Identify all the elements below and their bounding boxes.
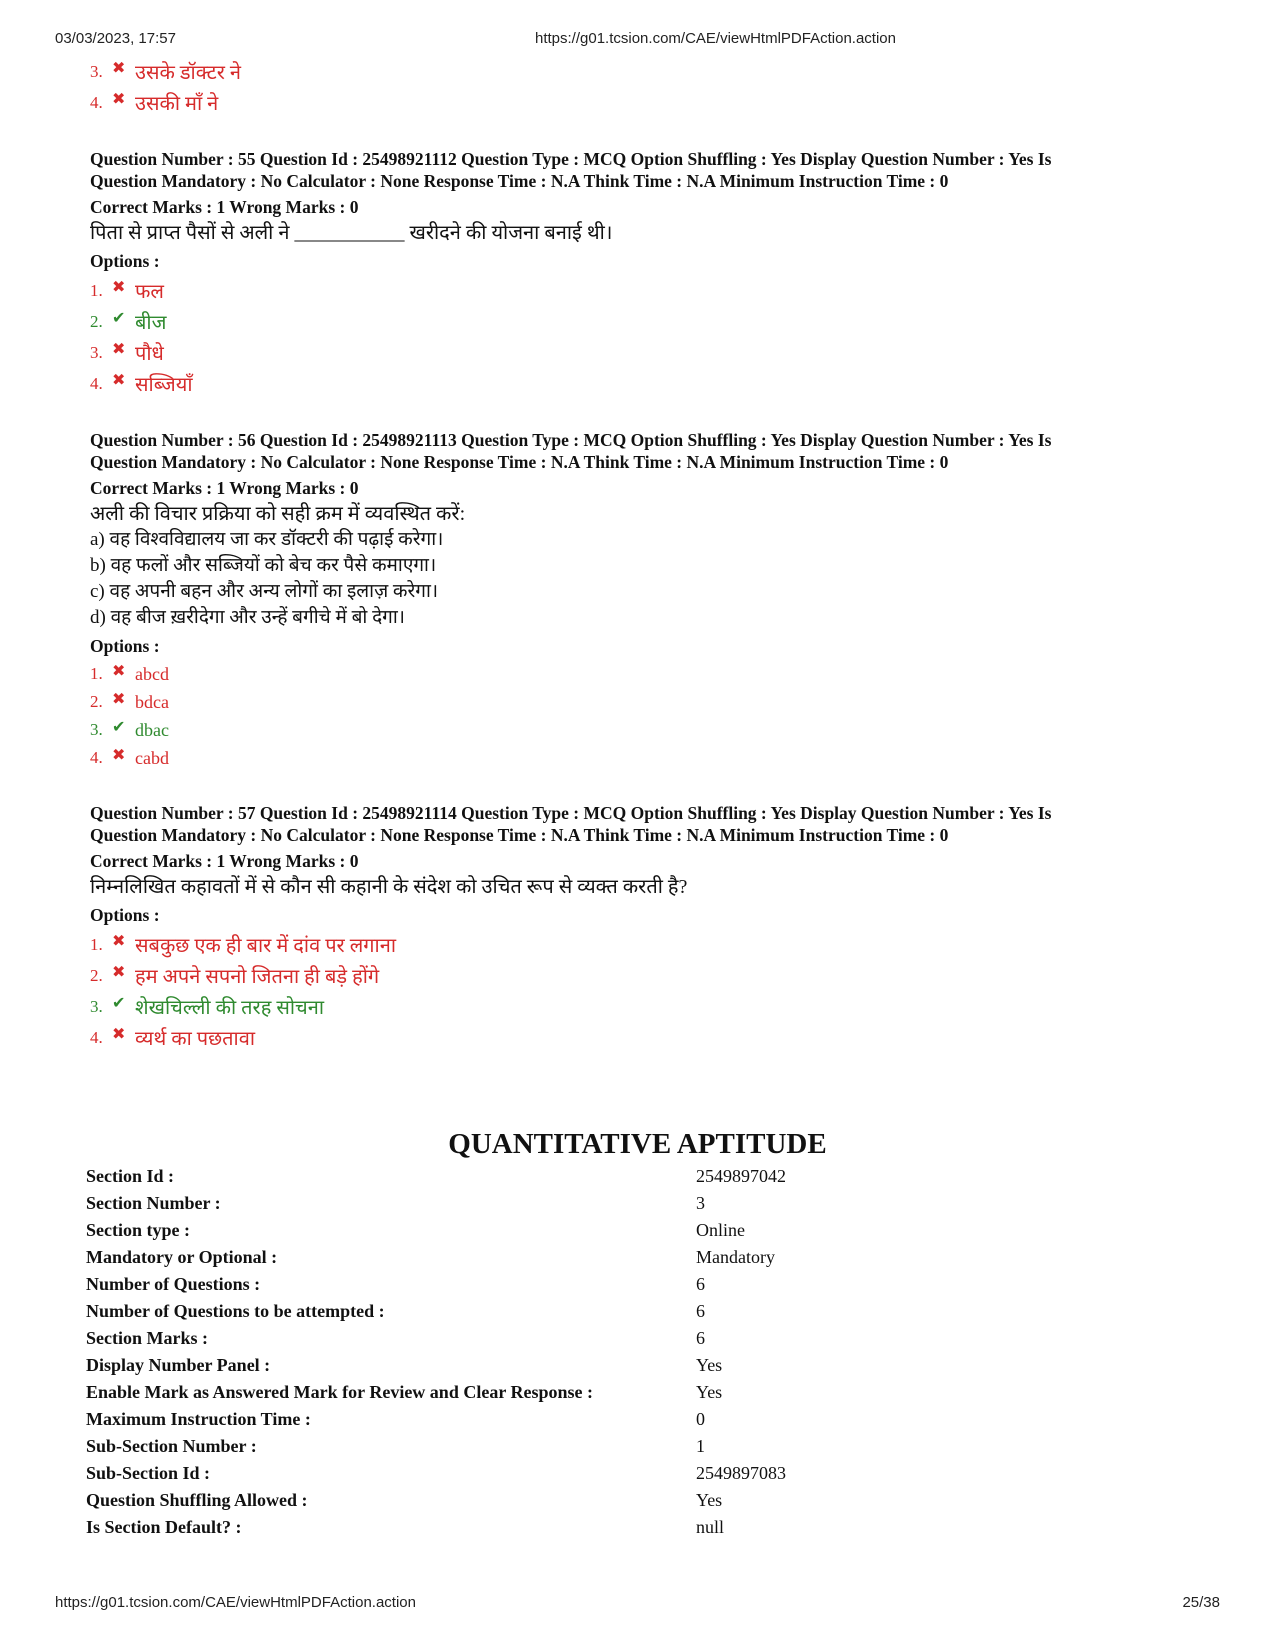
info-value: null bbox=[696, 1517, 725, 1537]
option-text: सब्जियाँ bbox=[135, 374, 193, 396]
option-number: 3. bbox=[90, 996, 103, 1016]
question-meta-line1: Question Number : 57 Question Id : 25498921114 Question Type : MCQ Option Shuffling : Yes Display Question Number : Yes Is bbox=[90, 803, 1052, 823]
option-correct bbox=[90, 991, 1200, 1022]
question-marks: Correct Marks : 1 Wrong Marks : 0 bbox=[90, 851, 359, 871]
info-value: 2549897042 bbox=[696, 1166, 786, 1186]
option-text: बीज bbox=[135, 312, 167, 334]
section-title: QUANTITATIVE APTITUDE bbox=[448, 1128, 827, 1160]
section-info-row bbox=[86, 1379, 1086, 1406]
option-number: 1. bbox=[90, 934, 103, 954]
option-number: 3. bbox=[90, 342, 103, 362]
cross-mark-icon: ✖ bbox=[112, 660, 126, 680]
check-mark-icon: ✔ bbox=[112, 993, 126, 1012]
info-key: Sub-Section Id : bbox=[86, 1463, 211, 1483]
section-info-row bbox=[86, 1433, 1086, 1460]
info-value: 6 bbox=[696, 1301, 705, 1321]
document-content bbox=[90, 56, 1200, 1053]
cross-mark-icon: ✖ bbox=[112, 277, 126, 296]
info-value: 6 bbox=[696, 1274, 705, 1294]
section-info-row bbox=[86, 1487, 1086, 1514]
question-text: पिता से प्राप्त पैसों से अली ने ___________ खरीदने की योजना बनाई थी। bbox=[90, 222, 613, 244]
question-meta-line2: Question Mandatory : No Calculator : None Response Time : N.A Think Time : N.A Minimum Instruction Time : 0 bbox=[90, 171, 949, 191]
section-info-row bbox=[86, 1298, 1086, 1325]
question-meta-line2: Question Mandatory : No Calculator : None Response Time : N.A Think Time : N.A Minimum Instruction Time : 0 bbox=[90, 825, 949, 845]
info-key: Section Id : bbox=[86, 1166, 175, 1186]
info-value: Yes bbox=[696, 1355, 723, 1375]
section-info-row bbox=[86, 1271, 1086, 1298]
option-text: abcd bbox=[135, 663, 169, 684]
option-number: 4. bbox=[90, 373, 103, 393]
info-key: Section Number : bbox=[86, 1193, 221, 1213]
question-56 bbox=[90, 429, 1200, 772]
option bbox=[90, 87, 1200, 118]
option-text: हम अपने सपनो जितना ही बड़े होंगे bbox=[135, 966, 380, 988]
option-number: 1. bbox=[90, 280, 103, 300]
info-value: 1 bbox=[696, 1436, 705, 1456]
check-mark-icon: ✔ bbox=[112, 716, 126, 736]
question-55 bbox=[90, 148, 1200, 399]
section-info-row bbox=[86, 1325, 1086, 1352]
option bbox=[90, 929, 1200, 960]
option-text: पौधे bbox=[135, 343, 164, 365]
question-text: अली की विचार प्रक्रिया को सही क्रम में व्यवस्थित करें: bbox=[90, 503, 466, 525]
question-meta-line2: Question Mandatory : No Calculator : None Response Time : N.A Think Time : N.A Minimum Instruction Time : 0 bbox=[90, 452, 949, 472]
info-key: Section type : bbox=[86, 1220, 190, 1240]
info-key: Maximum Instruction Time : bbox=[86, 1409, 311, 1429]
info-value: Yes bbox=[696, 1382, 723, 1402]
section-info-row bbox=[86, 1217, 1086, 1244]
option bbox=[90, 960, 1200, 991]
info-key: Sub-Section Number : bbox=[86, 1436, 257, 1456]
section-info-row bbox=[86, 1352, 1086, 1379]
question-meta-line1: Question Number : 56 Question Id : 25498921113 Question Type : MCQ Option Shuffling : Yes Display Question Number : Yes Is bbox=[90, 430, 1052, 450]
option-number: 4. bbox=[90, 92, 103, 112]
option-number: 4. bbox=[90, 1027, 103, 1047]
header-datetime: 03/03/2023, 17:57 bbox=[55, 30, 176, 47]
header-url: https://g01.tcsion.com/CAE/viewHtmlPDFAction.action bbox=[535, 30, 896, 47]
info-key: Question Shuffling Allowed : bbox=[86, 1490, 308, 1510]
options-label: Options : bbox=[90, 251, 160, 271]
option bbox=[90, 688, 1200, 716]
cross-mark-icon: ✖ bbox=[112, 1024, 126, 1043]
info-key: Number of Questions : bbox=[86, 1274, 261, 1294]
section-info-row bbox=[86, 1460, 1086, 1487]
option bbox=[90, 56, 1200, 87]
info-value: 3 bbox=[696, 1193, 705, 1213]
question-text: निम्नलिखित कहावतों में से कौन सी कहानी के संदेश को उचित रूप से व्यक्त करती है? bbox=[90, 876, 688, 898]
cross-mark-icon: ✖ bbox=[112, 688, 126, 708]
option bbox=[90, 744, 1200, 772]
option-text: bdca bbox=[135, 691, 169, 712]
info-value: Online bbox=[696, 1220, 745, 1240]
option-number: 3. bbox=[90, 61, 103, 81]
info-value: 6 bbox=[696, 1328, 705, 1348]
cross-mark-icon: ✖ bbox=[112, 744, 126, 764]
option-number: 2. bbox=[90, 692, 103, 711]
cross-mark-icon: ✖ bbox=[112, 370, 126, 389]
info-key: Mandatory or Optional : bbox=[86, 1247, 278, 1267]
info-key: Number of Questions to be attempted : bbox=[86, 1301, 385, 1321]
info-key: Display Number Panel : bbox=[86, 1355, 271, 1375]
question-marks: Correct Marks : 1 Wrong Marks : 0 bbox=[90, 478, 359, 498]
section-info-row bbox=[86, 1514, 1086, 1541]
section-info-row bbox=[86, 1244, 1086, 1271]
question-sub-item: a) वह विश्वविद्यालय जा कर डॉक्टरी की पढ़ाई करेगा। bbox=[90, 529, 444, 550]
option bbox=[90, 337, 1200, 368]
option-text: व्यर्थ का पछतावा bbox=[135, 1028, 256, 1050]
option-text: उसकी माँ ने bbox=[135, 93, 219, 115]
option bbox=[90, 660, 1200, 688]
section-info-row bbox=[86, 1406, 1086, 1433]
option-number: 2. bbox=[90, 311, 103, 331]
cross-mark-icon: ✖ bbox=[112, 58, 126, 77]
option-number: 4. bbox=[90, 748, 103, 767]
info-value: Yes bbox=[696, 1490, 723, 1510]
option-correct bbox=[90, 306, 1200, 337]
option-number: 1. bbox=[90, 664, 103, 683]
check-mark-icon: ✔ bbox=[112, 308, 126, 327]
options-label: Options : bbox=[90, 905, 160, 925]
option-number: 3. bbox=[90, 720, 103, 739]
page-number: 25/38 bbox=[1182, 1594, 1220, 1611]
option-number: 2. bbox=[90, 965, 103, 985]
option-correct bbox=[90, 716, 1200, 744]
option bbox=[90, 368, 1200, 399]
question-sub-item: b) वह फलों और सब्जियों को बेच कर पैसे कमाएगा। bbox=[90, 555, 437, 576]
question-meta-line1: Question Number : 55 Question Id : 25498921112 Question Type : MCQ Option Shuffling : Yes Display Question Number : Yes Is bbox=[90, 149, 1052, 169]
option-text: सबकुछ एक ही बार में दांव पर लगाना bbox=[135, 935, 397, 957]
prev-question-options bbox=[90, 56, 1200, 118]
option-text: dbac bbox=[135, 719, 169, 740]
question-sub-item: d) वह बीज ख़रीदेगा और उन्हें बगीचे में बो देगा। bbox=[90, 607, 406, 628]
section-info-row bbox=[86, 1190, 1086, 1217]
option-text: उसके डॉक्टर ने bbox=[135, 62, 241, 84]
cross-mark-icon: ✖ bbox=[112, 89, 126, 108]
option bbox=[90, 1022, 1200, 1053]
question-57 bbox=[90, 802, 1200, 1053]
option-text: फल bbox=[135, 281, 164, 303]
footer-url: https://g01.tcsion.com/CAE/viewHtmlPDFAction.action bbox=[55, 1594, 416, 1611]
info-value: 0 bbox=[696, 1409, 705, 1429]
info-value: 2549897083 bbox=[696, 1463, 786, 1483]
option-text: शेखचिल्ली की तरह सोचना bbox=[135, 997, 325, 1019]
option-text: cabd bbox=[135, 747, 169, 768]
cross-mark-icon: ✖ bbox=[112, 962, 126, 981]
option bbox=[90, 275, 1200, 306]
info-key: Is Section Default? : bbox=[86, 1517, 242, 1537]
section-info-table bbox=[86, 1163, 1086, 1541]
info-value: Mandatory bbox=[696, 1247, 775, 1267]
cross-mark-icon: ✖ bbox=[112, 339, 126, 358]
options-label: Options : bbox=[90, 636, 160, 656]
info-key: Section Marks : bbox=[86, 1328, 208, 1348]
cross-mark-icon: ✖ bbox=[112, 931, 126, 950]
section-info-row bbox=[86, 1163, 1086, 1190]
question-sub-item: c) वह अपनी बहन और अन्य लोगों का इलाज़ करेगा। bbox=[90, 581, 439, 602]
info-key: Enable Mark as Answered Mark for Review and Clear Response : bbox=[86, 1382, 593, 1402]
question-marks: Correct Marks : 1 Wrong Marks : 0 bbox=[90, 197, 359, 217]
